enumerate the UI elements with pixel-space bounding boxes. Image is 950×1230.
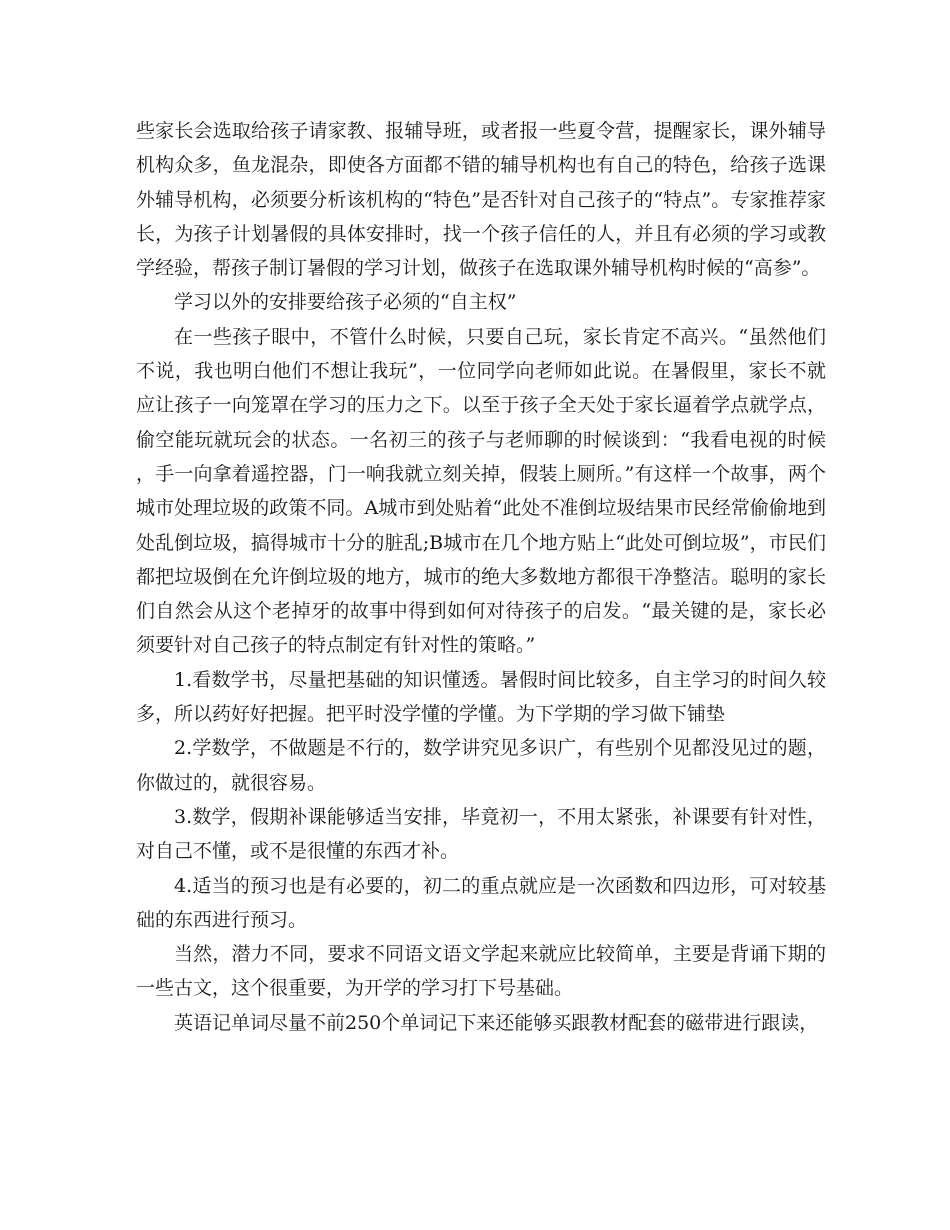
list-item-math-3: 3.数学，假期补课能够适当安排，毕竟初一，不用太紧张，补课要有针对性，对自己不懂，或不是很懂的东西才补。 bbox=[136, 805, 826, 863]
list-item-math-4: 4.适当的预习也是有必要的，初二的重点就应是一次函数和四边形，可对较基础的东西进行预习。 bbox=[136, 874, 826, 931]
document-body bbox=[136, 114, 826, 1040]
list-item-math-2: 2.学数学，不做题是不行的，数学讲究见多识广，有些别个见都没见过的题，你做过的，就很容易。 bbox=[136, 737, 826, 794]
paragraph-chinese: 当然，潜力不同，要求不同语文语文学起来就应比较简单，主要是背诵下期的一些古文，这个很重要，为开学的学习打下号基础。 bbox=[136, 943, 826, 1000]
list-item-math-1: 1.看数学书，尽量把基础的知识懂透。暑假时间比较多，自主学习的时间久较多，所以药好好把握。把平时没学懂的学懂。为下学期的学习做下铺垫 bbox=[136, 668, 826, 726]
section-heading-autonomy: 学习以外的安排要给孩子必须的“自主权” bbox=[174, 291, 517, 314]
paragraph-english: 英语记单词尽量不前250个单词记下来还能够买跟教材配套的磁带进行跟读， bbox=[174, 1011, 819, 1034]
paragraph-1: 些家长会选取给孩子请家教、报辅导班，或者报一些夏令营，提醒家长，课外辅导机构众多，鱼龙混杂，即使各方面都不错的辅导机构也有自己的特色，给孩子选课外辅导机构，必须要分析该机构的“特色”是否针对自己孩子的“特点”。专家推荐家长，为孩子计划暑假的具体安排时，找一个孩子信任的人，并且有必须的学习或教学经验，帮孩子制订暑假的学习计划，做孩子在选取课外辅导机构时候的“高参”。 bbox=[136, 120, 826, 280]
paragraph-2: 在一些孩子眼中，不管什么时候，只要自己玩，家长肯定不高兴。“虽然他们不说，我也明白他们不想让我玩”，一位同学向老师如此说。在暑假里，家长不就应让孩子一向笼罩在学习的压力之下。以至于孩子全天处于家长逼着学点就学点，偷空能玩就玩会的状态。一名初三的孩子与老师聊的时候谈到：“我看电视的时候，手一向拿着遥控器，门一响我就立刻关掉，假装上厕所。”有这样一个故事，两个城市处理垃圾的政策不同。A城市到处贴着“此处不准倒垃圾结果市民经常偷偷地到处乱倒垃圾，搞得城市十分的脏乱;B城市在几个地方贴上“此处可倒垃圾”，市民们都把垃圾倒在允许倒垃圾的地方，城市的绝大多数地方都很干净整洁。聪明的家长们自然会从这个老掉牙的故事中得到如何对待孩子的启发。“最关键的是，家长必须要针对自己孩子的特点制定有针对性的策略。” bbox=[136, 325, 826, 657]
